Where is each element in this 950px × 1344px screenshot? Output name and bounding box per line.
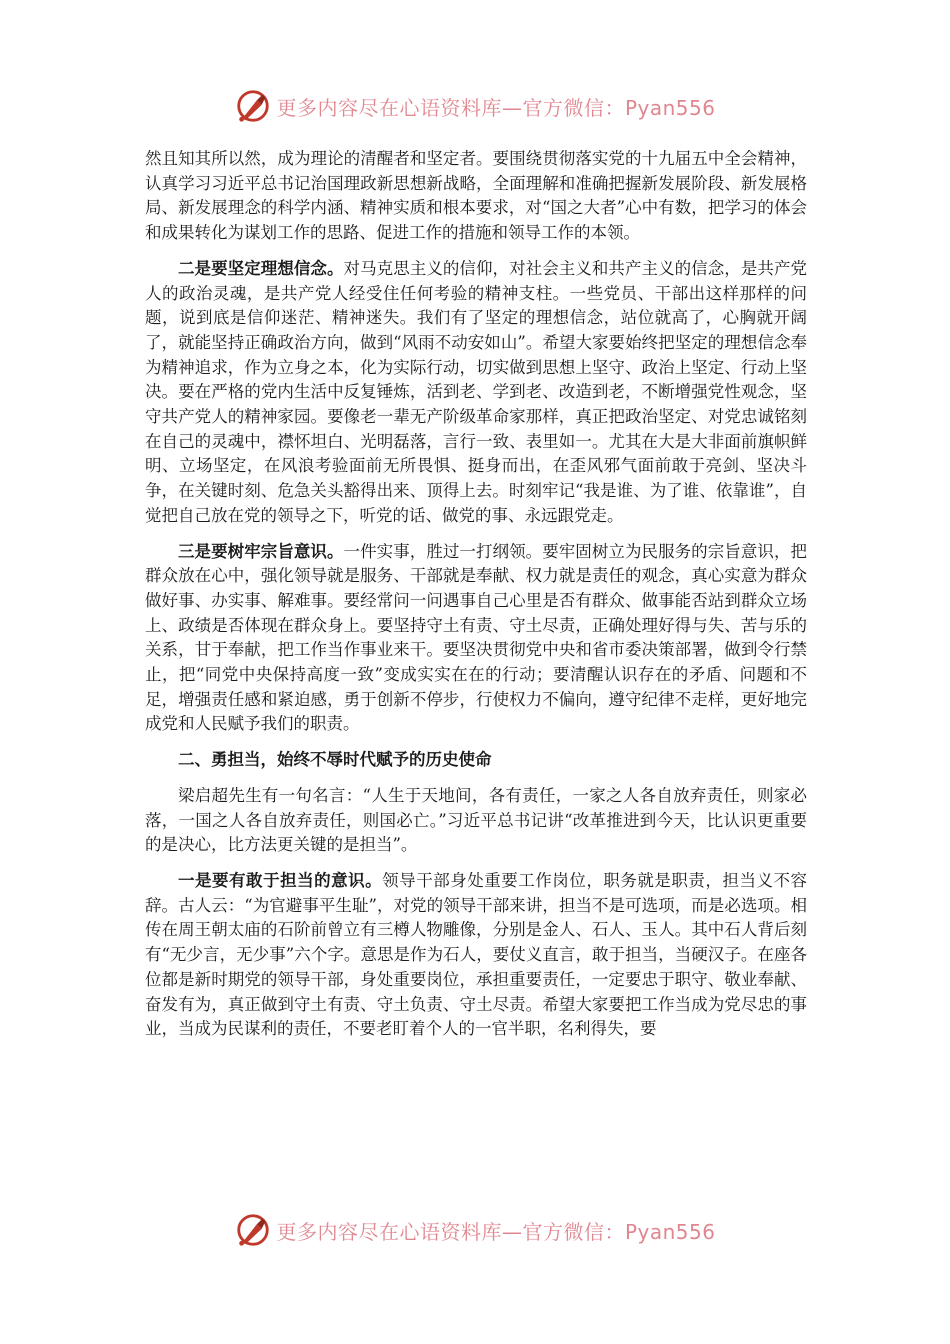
watermark-text: 更多内容尽在心语资料库—官方微信：Pyan556	[276, 1219, 716, 1244]
paragraph-text: 一件实事，胜过一打纲领。要牢固树立为民服务的宗旨意识，把群众放在心中，强化领导就是服务、干部就是奉献、权力就是责任的观念，真心实意为群众做好事、办实事、解难事。要经常问一问遇事自己心里是否有群众、做事能否站到群众立场上、政绩是否体现在群众身上。要坚持守土有责、守土尽责，正确处理好得与失、苦与乐的关系，甘于奉献，把工作当作事业来干。要坚决贯彻党中央和省市委决策部署，做到令行禁止，把“同党中央保持高度一致”变成实实在在的行动；要清醒认识存在的矛盾、问题和不足，增强责任感和紧迫感，勇于创新不停步，行使权力不偏向，遵守纪律不走样，更好地完成党和人民赋予我们的职责。	[145, 541, 808, 734]
paragraph-ideal-belief	[145, 257, 807, 529]
header-watermark-banner	[0, 84, 950, 128]
paragraph-text: 领导干部身处重要工作岗位，职务就是职责，担当义不容辞。古人云：“为官避事平生耻”，对党的领导干部来讲，担当不是可选项，而是必选项。相传在周王朝太庙的石阶前曾立有三樽人物雕像，分别是金人、石人、玉人。其中石人背后刻有“无少言，无少事”六个字。意思是作为石人，要仗义直言，敢于担当，当硬汉子。在座各位都是新时期党的领导干部，身处重要岗位，承担重要责任，一定要忠于职守、敬业奉献、奋发有为，真正做到守土有责、守土负责、守土尽责。希望大家要把工作当成为党尽忠的事业，当成为民谋利的责任，不要老盯着个人的一官半职，名利得失，要	[145, 870, 808, 1039]
pen-nib-logo-icon	[234, 87, 272, 125]
paragraph-purpose-awareness	[145, 540, 807, 738]
paragraph-lead: 三是要树牢宗旨意识。	[178, 541, 344, 561]
paragraph-lead: 一是要有敢于担当的意识。	[178, 870, 383, 890]
paragraph-lead: 二是要坚定理想信念。	[178, 258, 344, 278]
footer-watermark-banner	[0, 1208, 950, 1252]
section-heading: 二、勇担当，始终不辱时代赋予的历史使命	[178, 750, 492, 770]
paragraph-continuation: 然且知其所以然，成为理论的清醒者和坚定者。要围绕贯彻落实党的十九届五中全会精神，认真学习习近平总书记治国理政新思想新战略，全面理解和准确把握新发展阶段、新发展格局、新发展理念的科学内涵、精神实质和根本要求，对“国之大者”心中有数，把学习的体会和成果转化为谋划工作的思路、促进工作的措施和领导工作的本领。	[145, 149, 807, 243]
paragraph-liang-qichao-quote: 梁启超先生有一句名言：“人生于天地间，各有责任，一家之人各自放弃责任，则家必落，一国之人各自放弃责任，则国必亡。”习近平总书记讲“改革推进到今天，比认识更重要的是决心，比方法更关键的是担当”。	[145, 785, 807, 855]
watermark-text: 更多内容尽在心语资料库—官方微信：Pyan556	[276, 95, 716, 120]
paragraph-responsibility-awareness	[145, 869, 807, 1042]
document-body	[145, 147, 807, 1053]
paragraph-text: 对马克思主义的信仰，对社会主义和共产主义的信念，是共产党人的政治灵魂，是共产党人经受住任何考验的精神支柱。一些党员、干部出这样那样的问题，说到底是信仰迷茫、精神迷失。我们有了坚定的理想信念，站位就高了，心胸就开阔了，就能坚持正确政治方向，做到“风雨不动安如山”。希望大家要始终把坚定的理想信念奉为精神追求，作为立身之本，化为实际行动，切实做到思想上坚守、政治上坚定、行动上坚决。要在严格的党内生活中反复锤炼，活到老、学到老、改造到老，不断增强党性观念，坚守共产党人的精神家园。要像老一辈无产阶级革命家那样，真正把政治坚定、对党忠诚铭刻在自己的灵魂中，襟怀坦白、光明磊落，言行一致、表里如一。尤其在大是大非面前旗帜鲜明、立场坚定，在风浪考验面前无所畏惧、挺身而出，在歪风邪气面前敢于亮剑、坚决斗争，在关键时刻、危急关头豁得出来、顶得上去。时刻牢记“我是谁、为了谁、依靠谁”，自觉把自己放在党的领导之下，听党的话、做党的事、永远跟党走。	[145, 258, 808, 525]
pen-nib-logo-icon	[234, 1211, 272, 1249]
